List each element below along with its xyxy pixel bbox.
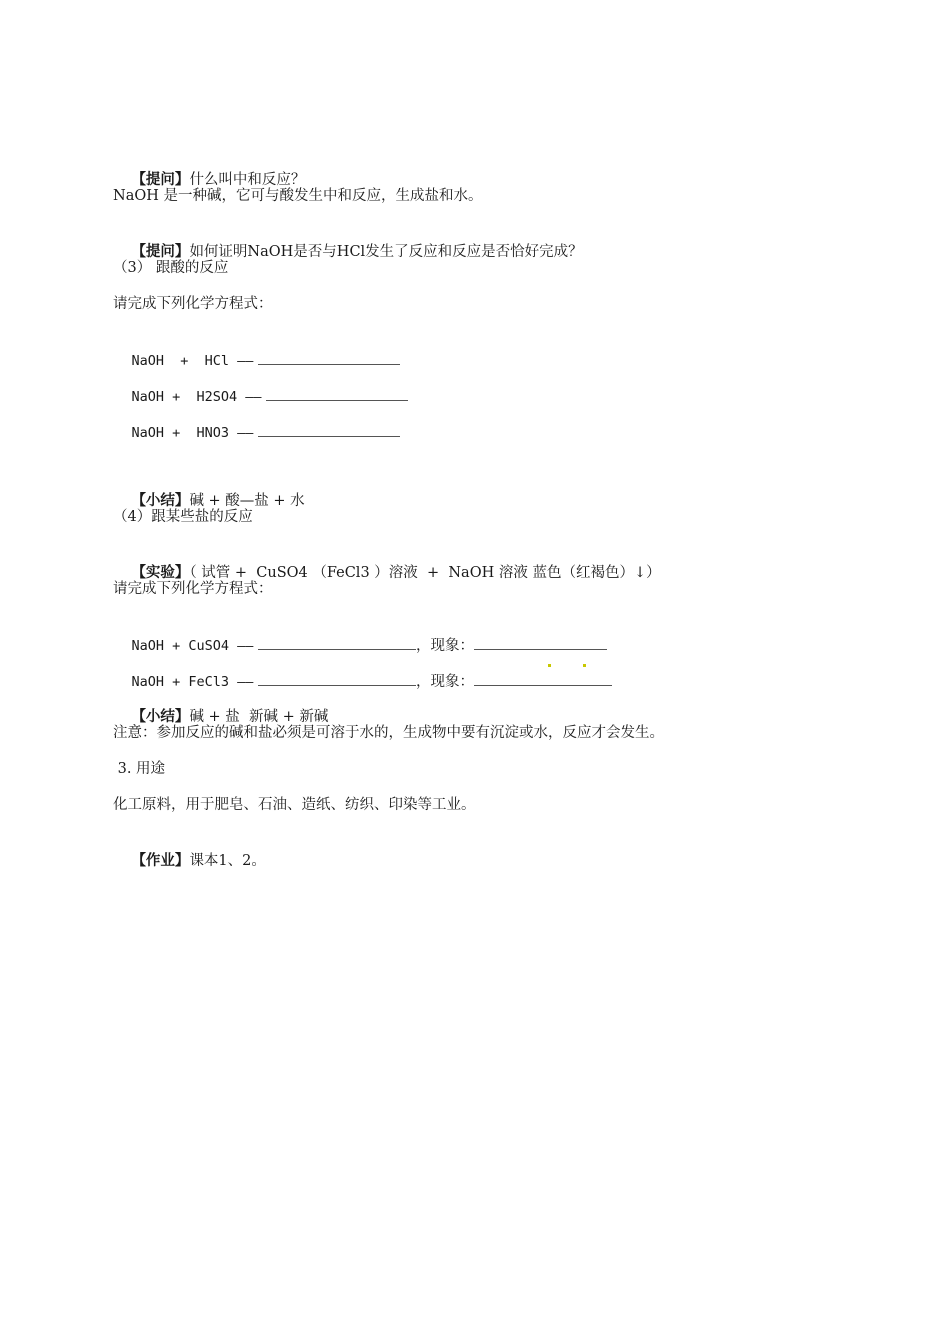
question-tag: 【提问】 — [131, 243, 190, 260]
equation-text: NaOH + CuSO4 —— — [131, 638, 254, 654]
answer-blank[interactable] — [258, 350, 400, 365]
experiment-tag: 【实验】 — [131, 564, 190, 581]
experiment-text: （ 试管 + CuSO4 （FeCl3 ）溶液 + NaOH 溶液 蓝色（红褐色）↓） — [189, 565, 661, 581]
question-text: 什么叫中和反应？ — [189, 172, 306, 188]
phenomenon-blank[interactable] — [474, 635, 607, 650]
answer-blank[interactable] — [258, 422, 400, 437]
naoh-base-statement: NaOH 是一种碱，它可与酸发生中和反应，生成盐和水。 — [113, 188, 483, 204]
section-acid-reaction: （3） 跟酸的反应 — [113, 260, 229, 276]
equation-text: NaOH + H2SO4 —— — [131, 389, 262, 405]
homework-tag: 【作业】 — [131, 852, 190, 869]
phenomenon-label: ，现象： — [415, 638, 474, 654]
yellow-mark — [548, 664, 551, 667]
summary-text: 碱 + 酸—盐 + 水 — [189, 493, 305, 509]
phenomenon-label: ，现象： — [415, 674, 474, 690]
answer-blank[interactable] — [258, 635, 416, 650]
instruction-complete-equations-2: 请完成下列化学方程式： — [113, 581, 273, 597]
answer-blank[interactable] — [258, 671, 416, 686]
homework-text: 课本1、2。 — [189, 853, 266, 869]
phenomenon-blank[interactable] — [474, 671, 612, 686]
equation-text: NaOH + FeCl3 —— — [131, 674, 254, 690]
yellow-mark — [583, 664, 586, 667]
summary-text: 碱 + 盐 新碱 + 新碱 — [189, 709, 329, 725]
answer-blank[interactable] — [266, 386, 408, 401]
question-tag: 【提问】 — [131, 171, 190, 188]
summary-tag: 【小结】 — [131, 492, 190, 509]
equation-text: NaOH + HCl —— — [131, 353, 254, 369]
section-uses: 3. 用途 — [113, 761, 166, 777]
equation-naoh-hno3 — [113, 402, 400, 463]
summary-tag: 【小结】 — [131, 708, 190, 725]
homework-line — [113, 831, 266, 891]
equation-text: NaOH + HNO3 —— — [131, 425, 254, 441]
question-text: 如何证明NaOH是否与HCl发生了反应和反应是否恰好完成？ — [189, 244, 583, 260]
instruction-complete-equations: 请完成下列化学方程式： — [113, 296, 273, 312]
section-salt-reaction: （4）跟某些盐的反应 — [113, 509, 253, 525]
note-line: 注意：参加反应的碱和盐必须是可溶于水的，生成物中要有沉淀或水，反应才会发生。 — [113, 725, 664, 741]
uses-text: 化工原料，用于肥皂、石油、造纸、纺织、印染等工业。 — [113, 797, 476, 813]
